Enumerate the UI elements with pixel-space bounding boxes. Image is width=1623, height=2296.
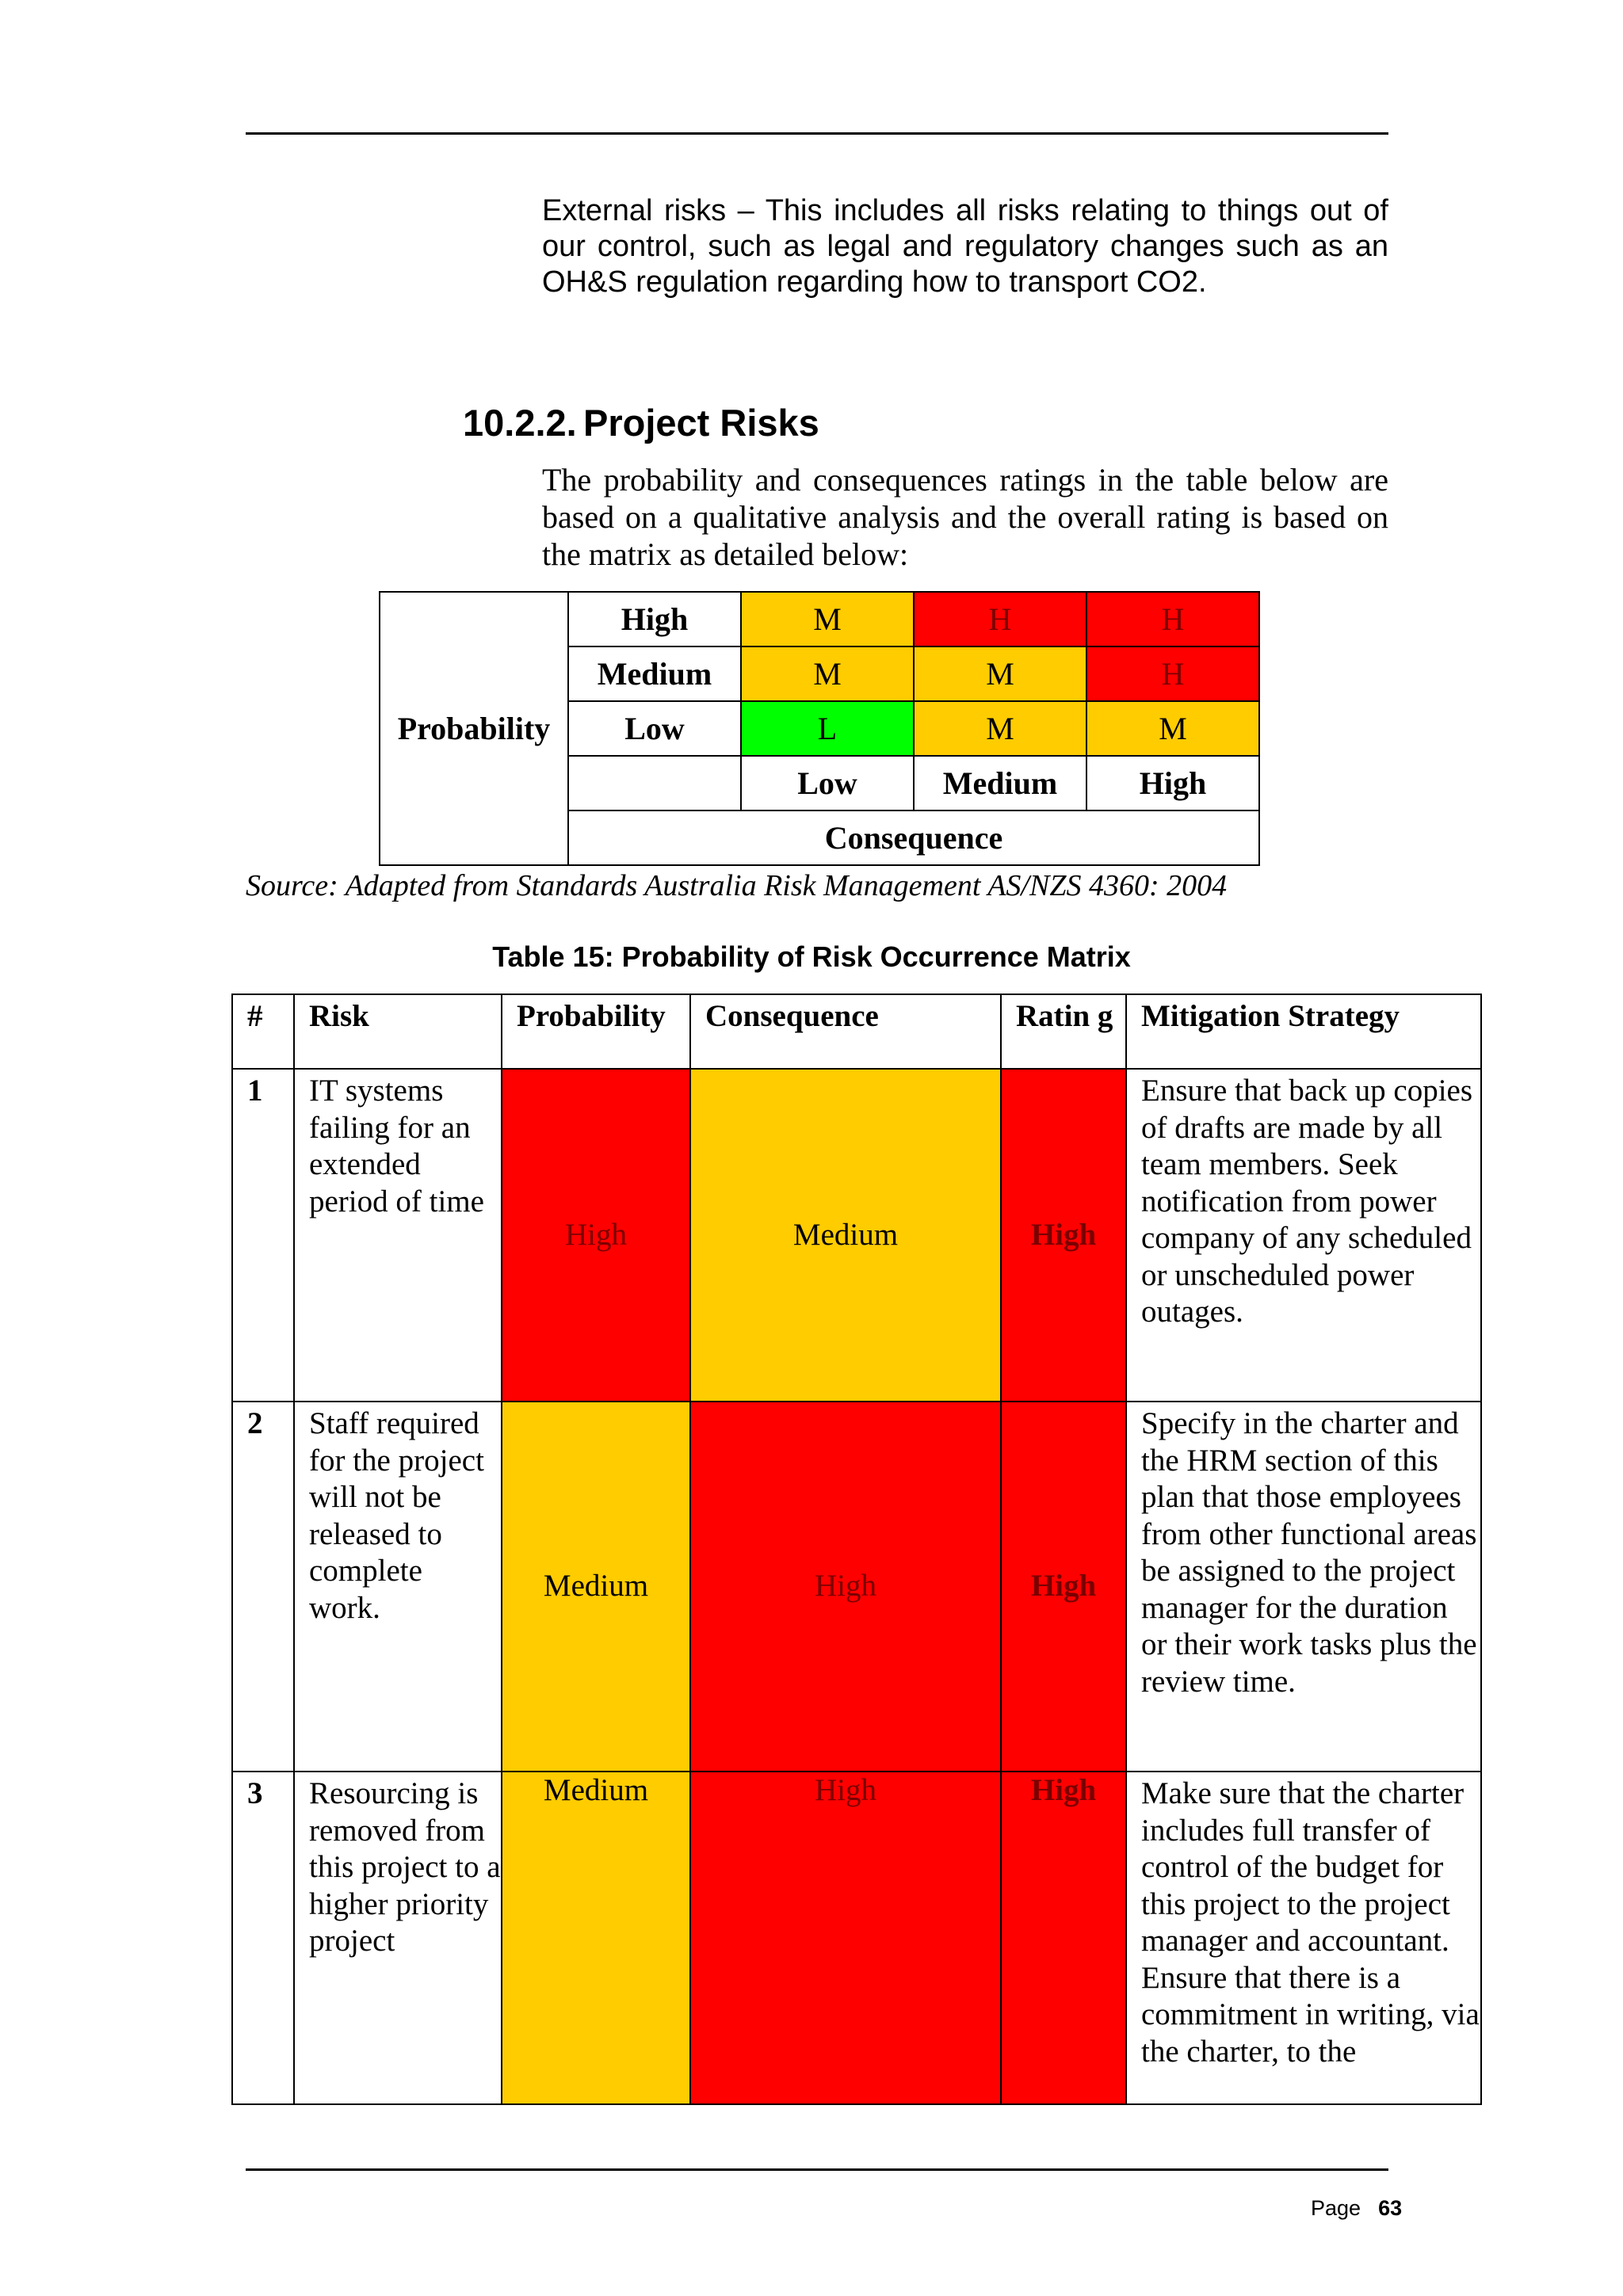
risk-number: 3 <box>232 1772 294 2104</box>
risk-description: Staff required for the project will not be released to complete work. <box>294 1402 502 1772</box>
risk-number: 1 <box>232 1069 294 1402</box>
risk-probability: Medium <box>502 1772 690 2104</box>
risk-table <box>231 994 1482 2105</box>
matrix-row-label: Low <box>568 701 741 756</box>
matrix-cell: M <box>741 646 914 701</box>
risk-mitigation <box>1126 1772 1481 2104</box>
probability-axis-label: Probability <box>380 592 568 865</box>
column-header-number: # <box>232 994 294 1069</box>
risk-rating: High <box>1001 1069 1126 1402</box>
risk-consequence: High <box>690 1772 1001 2104</box>
matrix-cell: M <box>914 701 1086 756</box>
external-risks-paragraph: External risks – This includes all risks relating to things out of our control, such as legal and regulatory changes such as an OH&S regulation regarding how to transport CO2. <box>542 194 1388 299</box>
matrix-empty-cell <box>568 756 741 810</box>
risk-rating: High <box>1001 1772 1126 2104</box>
page-label: Page <box>1311 2196 1361 2220</box>
matrix-column-label: High <box>1086 756 1259 810</box>
risk-rating: High <box>1001 1402 1126 1772</box>
matrix-row-label: High <box>568 592 741 646</box>
risk-probability: High <box>502 1069 690 1402</box>
risk-description: Resourcing is removed from this project to a higher priority project <box>294 1772 502 2104</box>
matrix-description: The probability and consequences ratings in the table below are based on a qualitative analysis and the overall rating is based on the matrix as detailed below: <box>542 462 1388 572</box>
probability-consequence-matrix <box>379 591 1260 866</box>
matrix-column-label: Low <box>741 756 914 810</box>
header-rule <box>246 132 1388 135</box>
column-header-mitigation: Mitigation Strategy <box>1126 994 1481 1069</box>
matrix-cell: H <box>1086 646 1259 701</box>
matrix-cell: H <box>1086 592 1259 646</box>
page-number: 63 <box>1378 2196 1403 2220</box>
table-row <box>232 1402 1481 1772</box>
source-note: Source: Adapted from Standards Australia Risk Management AS/NZS 4360: 2004 <box>246 869 1228 902</box>
risk-probability: Medium <box>502 1402 690 1772</box>
table-row <box>232 1772 1481 2104</box>
matrix-cell: M <box>914 646 1086 701</box>
section-title: Project Risks <box>583 402 819 444</box>
page-footer <box>1311 2196 1402 2221</box>
section-number: 10.2.2. <box>463 402 577 444</box>
matrix-column-label: Medium <box>914 756 1086 810</box>
risk-consequence: Medium <box>690 1069 1001 1402</box>
column-header-probability: Probability <box>502 994 690 1069</box>
matrix-cell: H <box>914 592 1086 646</box>
matrix-cell: L <box>741 701 914 756</box>
mitigation-text: Make sure that the charter includes full transfer of control of the budget for this project to the project manager and accountant. Ensure that there is a commitment in writing, via the charter, to the <box>1141 1776 1480 2069</box>
section-heading <box>463 401 819 444</box>
mitigation-text: Ensure that back up copies of drafts are made by all team members. Seek notification from power company of any scheduled or unscheduled power outages. <box>1141 1074 1473 1329</box>
risk-mitigation <box>1126 1402 1481 1772</box>
column-header-risk: Risk <box>294 994 502 1069</box>
matrix-cell: M <box>1086 701 1259 756</box>
column-header-rating: Ratin g <box>1001 994 1126 1069</box>
risk-table-header-row <box>232 994 1481 1069</box>
table-row <box>232 1069 1481 1402</box>
consequence-axis-label: Consequence <box>568 810 1259 865</box>
matrix-cell: M <box>741 592 914 646</box>
risk-description: IT systems failing for an extended period of time <box>294 1069 502 1402</box>
risk-number: 2 <box>232 1402 294 1772</box>
table-caption: Table 15: Probability of Risk Occurrence Matrix <box>492 940 1131 973</box>
mitigation-text: Specify in the charter and the HRM section of this plan that those employees from other functional areas be assigned to the project manager for the duration or their work tasks plus the review time. <box>1141 1406 1477 1699</box>
column-header-consequence: Consequence <box>690 994 1001 1069</box>
risk-consequence: High <box>690 1402 1001 1772</box>
matrix-row-label: Medium <box>568 646 741 701</box>
footer-rule <box>246 2168 1388 2171</box>
risk-mitigation <box>1126 1069 1481 1402</box>
